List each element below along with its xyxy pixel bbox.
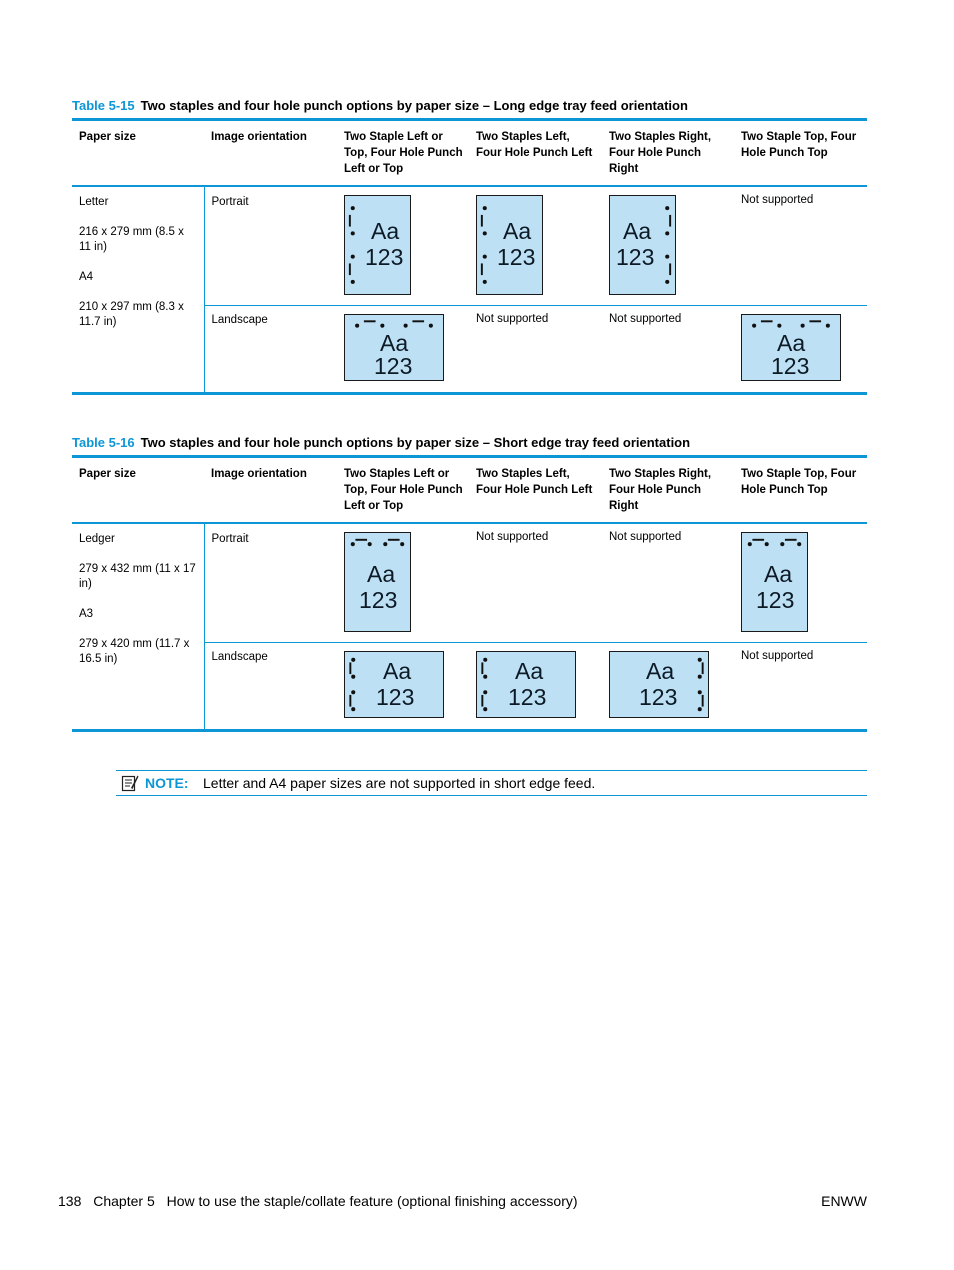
sample-letters: Aa: [646, 658, 675, 684]
sample-letters: Aa: [380, 330, 409, 356]
note-icon: [121, 774, 139, 792]
sample-number: 123: [497, 243, 536, 270]
header-option-1: Two Staples Left or Top, Four Hole Punch Left or Top: [344, 468, 463, 512]
page-diagram: [344, 195, 411, 295]
table-row: [72, 523, 867, 643]
chapter-title: How to use the staple/collate feature (optional finishing accessory): [166, 1193, 578, 1209]
sample-letters: Aa: [764, 560, 793, 587]
page-diagram-cell: [734, 523, 867, 643]
punch-hole: [483, 231, 487, 235]
punch-hole: [752, 324, 756, 328]
staple-mark: [349, 695, 351, 707]
punch-hole: [797, 542, 801, 546]
sample-letters: Aa: [515, 658, 544, 684]
page-diagram-cell: [469, 186, 602, 306]
page-diagram-cell: [337, 643, 469, 731]
header-image-orientation: Image orientation: [211, 131, 307, 143]
punch-hole: [483, 206, 487, 210]
punch-hole: [355, 324, 359, 328]
page-diagram-cell: [734, 306, 867, 394]
paper-size-name: Ledger: [79, 532, 115, 545]
table-caption: [72, 435, 867, 455]
sample-letters: Aa: [777, 330, 806, 356]
sample-letters: Aa: [503, 217, 532, 244]
punch-hole: [383, 542, 387, 546]
staple-mark: [481, 662, 483, 674]
punch-hole: [351, 206, 355, 210]
staple-mark: [669, 214, 671, 226]
header-row: [72, 120, 867, 186]
table-5-15: [72, 98, 867, 395]
punch-hole: [665, 206, 669, 210]
sample-letters: Aa: [623, 217, 652, 244]
sample-number: 123: [616, 243, 655, 270]
paper-size-name: A4: [79, 270, 94, 283]
punch-hole: [780, 542, 784, 546]
paper-size-cell: [72, 186, 204, 394]
not-supported-cell: Not supported: [741, 650, 814, 662]
punch-hole: [483, 254, 487, 258]
page-diagram: [344, 651, 444, 718]
staple-mark: [809, 320, 821, 322]
sample-letters: Aa: [367, 560, 396, 587]
punch-hole: [351, 254, 355, 258]
table-title: Two staples and four hole punch options by paper size – Short edge tray feed orientation: [140, 435, 691, 450]
page-number: 138: [58, 1193, 82, 1209]
sample-number: 123: [359, 586, 398, 613]
punch-hole: [748, 542, 752, 546]
page-diagram: [741, 532, 808, 632]
not-supported-cell: Not supported: [476, 530, 549, 543]
header-option-2: Two Staples Left, Four Hole Punch Left: [476, 131, 593, 159]
punch-hole: [351, 542, 355, 546]
punch-hole: [483, 707, 487, 711]
staple-mark: [752, 538, 764, 540]
paper-size-cell: [72, 523, 204, 731]
punch-hole: [400, 542, 404, 546]
options-table: [72, 118, 867, 395]
staple-mark: [388, 538, 400, 540]
page-diagram-cell: [337, 306, 469, 394]
paper-size-dimensions: 279 x 432 mm (11 x 17 in): [79, 562, 196, 590]
punch-hole: [665, 254, 669, 258]
page-diagram: [344, 532, 411, 632]
header-option-1: Two Staple Left or Top, Four Hole Punch Left or Top: [344, 131, 463, 175]
paper-size-dimensions: 216 x 279 mm (8.5 x 11 in): [79, 225, 184, 253]
sample-number: 123: [365, 243, 404, 270]
punch-hole: [483, 658, 487, 662]
staple-mark: [349, 662, 351, 674]
paper-size-name: A3: [79, 607, 94, 620]
staple-mark: [702, 695, 704, 707]
punch-hole: [801, 324, 805, 328]
page-diagram-cell: [337, 523, 469, 643]
table-title: Two staples and four hole punch options by paper size – Long edge tray feed orientation: [140, 98, 688, 113]
orientation-cell: Landscape: [211, 651, 268, 663]
orientation-cell: Portrait: [211, 532, 249, 545]
page-diagram: [344, 314, 444, 381]
header-paper-size: Paper size: [79, 468, 136, 480]
paper-size-name: Letter: [79, 195, 109, 208]
table-number: Table 5-16: [72, 435, 135, 450]
header-option-4: Two Staple Top, Four Hole Punch Top: [741, 131, 857, 159]
page-footer: [58, 1193, 586, 1209]
header-paper-size: Paper size: [79, 131, 136, 143]
punch-hole: [665, 279, 669, 283]
paper-size-dimensions: 210 x 297 mm (8.3 x 11.7 in): [79, 300, 184, 328]
sample-letters: Aa: [383, 658, 412, 684]
header-option-3: Two Staples Right, Four Hole Punch Right: [609, 468, 712, 512]
sample-number: 123: [771, 353, 810, 379]
punch-hole: [777, 324, 781, 328]
note-box: [116, 770, 867, 796]
sample-number: 123: [374, 353, 413, 379]
header-row: [72, 457, 867, 523]
sample-number: 123: [756, 586, 795, 613]
not-supported-cell: Not supported: [741, 193, 814, 206]
punch-hole: [368, 542, 372, 546]
table-caption: [72, 98, 867, 118]
page-diagram-cell: [602, 186, 734, 306]
staple-mark: [355, 538, 367, 540]
punch-hole: [483, 279, 487, 283]
sample-number: 123: [376, 684, 415, 710]
punch-hole: [351, 675, 355, 679]
page-diagram: [609, 195, 676, 295]
staple-mark: [761, 320, 773, 322]
punch-hole: [351, 279, 355, 283]
table-5-16: [72, 435, 867, 732]
page-diagram: [741, 314, 841, 381]
staple-mark: [412, 320, 424, 322]
staple-mark: [349, 214, 351, 226]
staple-mark: [481, 695, 483, 707]
sample-number: 123: [639, 684, 678, 710]
punch-hole: [351, 690, 355, 694]
punch-hole: [698, 690, 702, 694]
staple-mark: [702, 662, 704, 674]
punch-hole: [351, 707, 355, 711]
page-diagram-cell: [337, 186, 469, 306]
punch-hole: [826, 324, 830, 328]
note-text: Letter and A4 paper sizes are not supported in short edge feed.: [203, 775, 596, 791]
header-option-4: Two Staple Top, Four Hole Punch Top: [741, 468, 857, 496]
punch-hole: [351, 231, 355, 235]
header-option-2: Two Staples Left, Four Hole Punch Left: [476, 468, 593, 496]
header-image-orientation: Image orientation: [211, 468, 307, 480]
not-supported-cell: Not supported: [609, 313, 682, 325]
orientation-cell: Portrait: [211, 195, 249, 208]
sample-letters: Aa: [371, 217, 400, 244]
punch-hole: [698, 707, 702, 711]
not-supported-cell: Not supported: [476, 313, 549, 325]
page-diagram-cell: [602, 643, 734, 731]
options-table: [72, 455, 867, 732]
staple-mark: [669, 263, 671, 275]
header-option-3: Two Staples Right, Four Hole Punch Right: [609, 131, 712, 175]
punch-hole: [765, 542, 769, 546]
footer-mark: ENWW: [821, 1193, 867, 1209]
staple-mark: [481, 214, 483, 226]
not-supported-cell: Not supported: [609, 530, 682, 543]
table-row: [72, 186, 867, 306]
staple-mark: [481, 263, 483, 275]
orientation-cell: Landscape: [211, 314, 268, 326]
punch-hole: [483, 675, 487, 679]
page-diagram: [609, 651, 709, 718]
punch-hole: [380, 324, 384, 328]
staple-mark: [785, 538, 797, 540]
page-diagram: [476, 651, 576, 718]
punch-hole: [698, 658, 702, 662]
punch-hole: [429, 324, 433, 328]
punch-hole: [698, 675, 702, 679]
note-label: NOTE:: [145, 775, 189, 791]
sample-number: 123: [508, 684, 547, 710]
table-number: Table 5-15: [72, 98, 135, 113]
staple-mark: [364, 320, 376, 322]
punch-hole: [404, 324, 408, 328]
page-diagram-cell: [469, 643, 602, 731]
page-diagram: [476, 195, 543, 295]
punch-hole: [665, 231, 669, 235]
punch-hole: [483, 690, 487, 694]
punch-hole: [351, 658, 355, 662]
paper-size-dimensions: 279 x 420 mm (11.7 x 16.5 in): [79, 637, 190, 665]
staple-mark: [349, 263, 351, 275]
chapter-label: Chapter 5: [93, 1193, 155, 1209]
